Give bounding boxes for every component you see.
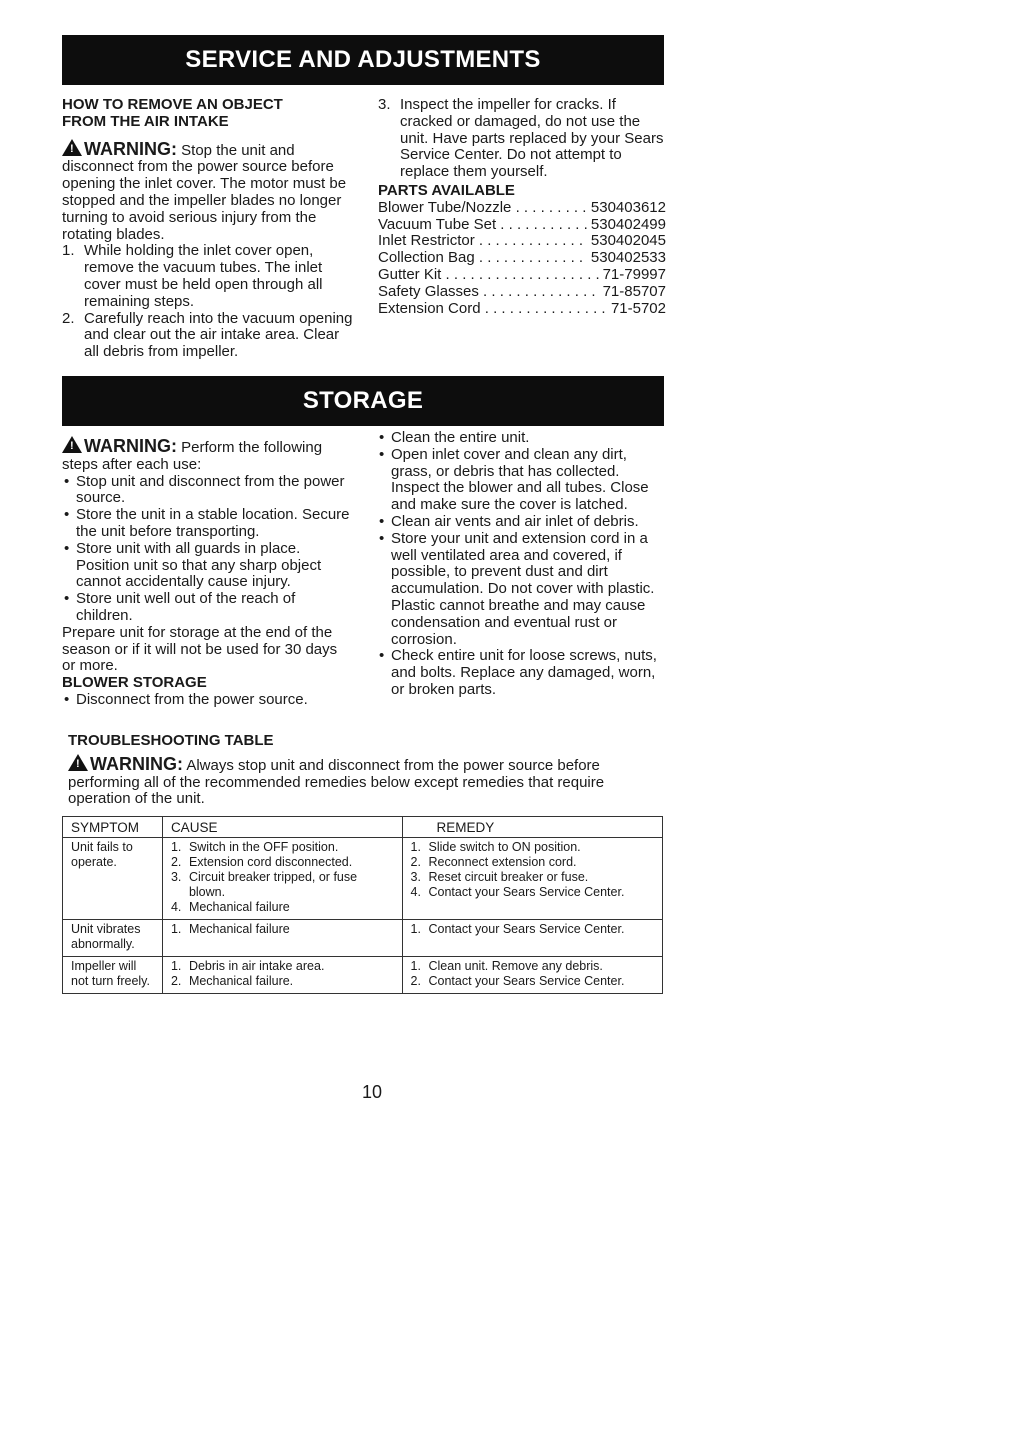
- part-row: Extension Cord . . . 71-5702: [378, 301, 666, 318]
- list-item: 2. Carefully reach into the vacuum opening and clear out the air intake area. Clear all debris from impeller.: [62, 309, 353, 361]
- table-row: [63, 838, 663, 920]
- cause-cell: 1. Debris in air intake area. 2. Mechanical failure.: [162, 957, 402, 994]
- part-row: Gutter Kit . . . 71-79997: [378, 267, 666, 284]
- service-right-column: [378, 97, 666, 317]
- parts-heading: PARTS AVAILABLE: [378, 181, 515, 199]
- part-row: Safety Glasses . . . 71-85707: [378, 284, 666, 301]
- warning-icon: !: [68, 754, 88, 771]
- list-item: • Open inlet cover and clean any dirt, grass, or debris that has collected. Inspect the blower and all tubes. Close and make sure the cover is latched.: [377, 447, 667, 514]
- column-header: CAUSE: [162, 817, 402, 838]
- cause-cell: 1. Switch in the OFF position. 2. Extension cord disconnected. 3. Circuit breaker tripped, or fuse blown. 4. Mechanical failure: [162, 838, 402, 920]
- blower-storage-list-continued: [377, 430, 667, 699]
- table-row: [63, 920, 663, 957]
- list-item: • Store your unit and extension cord in a well ventilated area and covered, if possible, to prevent dust and dirt accumulation. Do not cover with plastic. Plastic cannot breathe and may cause condensation and eventual rust or corrosion.: [377, 531, 667, 649]
- troubleshooting-table: [62, 816, 663, 994]
- symptom-cell: Unit fails to operate.: [63, 838, 163, 920]
- list-item: • Clean the entire unit.: [377, 430, 667, 447]
- warning-icon: !: [62, 139, 82, 156]
- service-warning: [62, 139, 354, 244]
- after-use-list: [62, 474, 350, 625]
- troubleshooting-heading: TROUBLESHOOTING TABLE: [68, 732, 274, 749]
- removal-steps-continued: [378, 97, 666, 181]
- warning-text: Always stop unit and disconnect from the power source before performing all of the recommended remedies below except remedies that require operation of the unit.: [68, 756, 605, 808]
- list-item: • Stop unit and disconnect from the power source.: [62, 474, 350, 508]
- warning-text: Stop the unit and disconnect from the power source before opening the inlet cover. The motor must be stopped and the impeller blades no longer turning to avoid serious injury from the rotating blades.: [62, 141, 347, 243]
- list-item: 3. Inspect the impeller for cracks. If cracked or damaged, do not use the unit. Have parts replaced by your Sears Service Center. Do not attempt to replace them yourself.: [378, 96, 664, 181]
- list-item: • Clean air vents and air inlet of debris.: [377, 514, 667, 531]
- part-row: Vacuum Tube Set . . . 530402499: [378, 217, 666, 234]
- column-header: SYMPTOM: [63, 817, 163, 838]
- warning-word: WARNING:: [90, 753, 183, 774]
- warning-word: WARNING:: [84, 436, 177, 456]
- part-row: Inlet Restrictor . . . 530402045: [378, 233, 666, 250]
- prepare-text: Prepare unit for storage at the end of the season or if it will not be used for 30 days or more.: [62, 623, 338, 675]
- removal-steps: [62, 243, 354, 361]
- blower-storage-heading: BLOWER STORAGE: [62, 674, 207, 692]
- remove-heading-1: HOW TO REMOVE AN OBJECT: [62, 96, 283, 113]
- troubleshooting-section: [68, 733, 668, 808]
- page-number: 10: [362, 1082, 383, 1102]
- symptom-cell: Unit vibrates abnormally.: [63, 920, 163, 957]
- part-row: Blower Tube/Nozzle . . . 530403612: [378, 200, 666, 217]
- remedy-cell: 1. Slide switch to ON position. 2. Reconnect extension cord. 3. Reset circuit breaker or fuse. 4. Contact your Sears Service Center.: [402, 838, 663, 920]
- list-item: • Store the unit in a stable location. Secure the unit before transporting.: [62, 507, 350, 541]
- parts-list: [378, 200, 666, 318]
- storage-right-column: [377, 430, 667, 699]
- warning-text: Perform the following steps after each use:: [62, 439, 323, 473]
- blower-storage-list: [62, 692, 350, 709]
- storage-warning: [62, 436, 350, 474]
- storage-left-column: [62, 436, 350, 709]
- list-item: • Check entire unit for loose screws, nuts, and bolts. Replace any damaged, worn, or broken parts.: [377, 648, 667, 698]
- table-header-row: [63, 817, 663, 838]
- warning-word: WARNING:: [84, 138, 177, 159]
- troubleshooting-warning: [68, 754, 668, 808]
- list-item: • Store unit well out of the reach of children.: [62, 591, 350, 625]
- service-banner: SERVICE AND ADJUSTMENTS: [62, 35, 664, 85]
- column-header: REMEDY: [402, 817, 663, 838]
- storage-banner: STORAGE: [62, 376, 664, 426]
- table-row: [63, 957, 663, 994]
- list-item: • Store unit with all guards in place. Position unit so that any sharp object cannot accidentally cause injury.: [62, 541, 350, 591]
- list-item: 1. While holding the inlet cover open, remove the vacuum tubes. The inlet cover must be held open through all remaining steps.: [62, 242, 323, 310]
- part-row: Collection Bag . . . 530402533: [378, 250, 666, 267]
- warning-icon: !: [62, 436, 82, 453]
- remedy-cell: 1. Clean unit. Remove any debris. 2. Contact your Sears Service Center.: [402, 957, 663, 994]
- remove-object-section: [62, 97, 354, 361]
- remove-heading-2: FROM THE AIR INTAKE: [62, 112, 229, 130]
- remedy-cell: 1. Contact your Sears Service Center.: [402, 920, 663, 957]
- list-item: • Disconnect from the power source.: [62, 692, 350, 709]
- cause-cell: 1. Mechanical failure: [162, 920, 402, 957]
- symptom-cell: Impeller will not turn freely.: [63, 957, 163, 994]
